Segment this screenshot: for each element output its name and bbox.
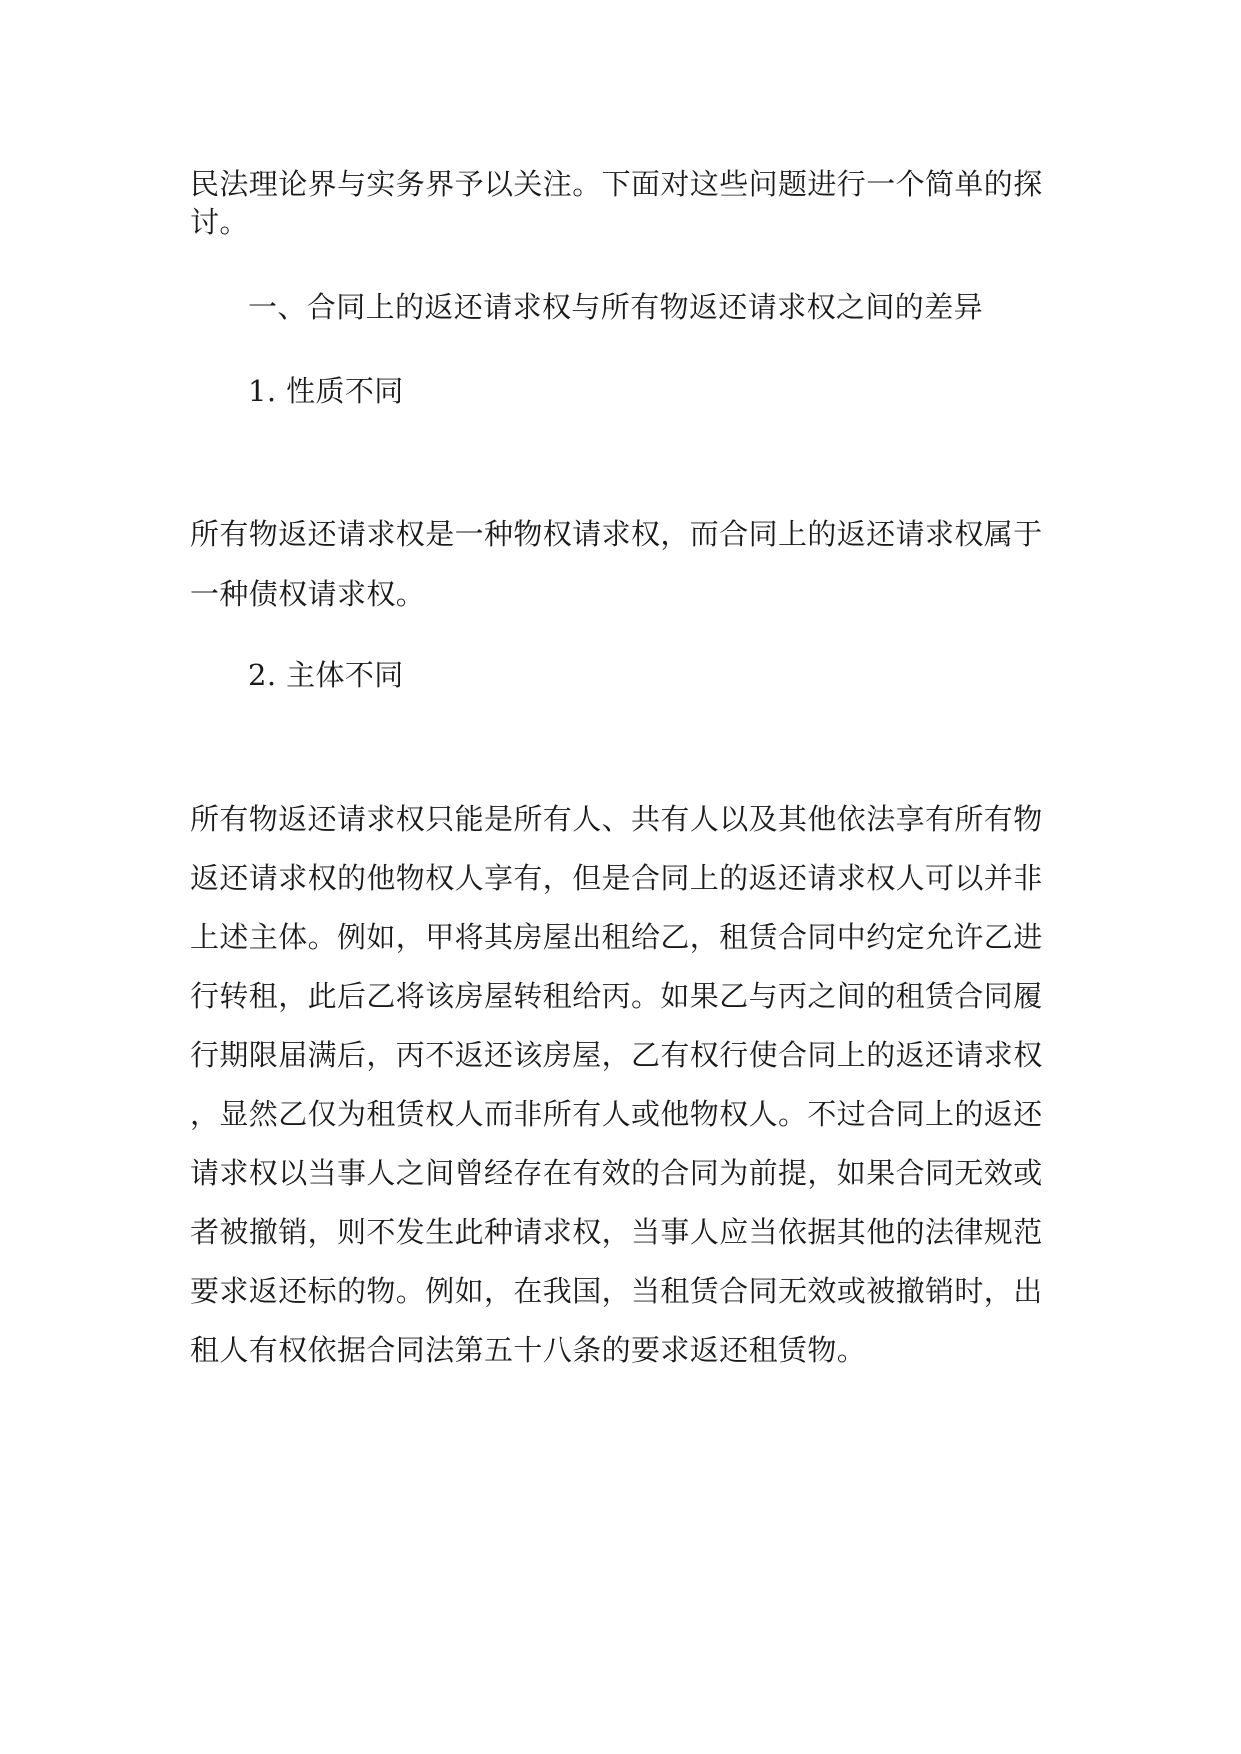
paragraph-line: 所有物返还请求权是一种物权请求权，而合同上的返还请求权属于 <box>190 517 1043 551</box>
section-heading: 一、合同上的返还请求权与所有物返还请求权之间的差异 <box>248 290 984 324</box>
paragraph-line: 民法理论界与实务界予以关注。下面对这些问题进行一个简单的探 <box>190 167 1043 201</box>
paragraph-line: 要求返还标的物。例如，在我国，当租赁合同无效或被撤销时，出 <box>190 1274 1043 1308</box>
paragraph-line: 行期限届满后，丙不返还该房屋，乙有权行使合同上的返还请求权 <box>190 1038 1043 1072</box>
paragraph-line: 上述主体。例如，甲将其房屋出租给乙，租赁合同中约定允许乙进 <box>190 920 1043 954</box>
paragraph-line: 一种债权请求权。 <box>190 577 426 611</box>
paragraph-line: 请求权以当事人之间曾经存在有效的合同为前提，如果合同无效或 <box>190 1156 1043 1190</box>
subsection-heading: 1. 性质不同 <box>248 374 404 408</box>
paragraph-line: 租人有权依据合同法第五十八条的要求返还租赁物。 <box>190 1333 867 1367</box>
paragraph-line: 讨。 <box>190 205 249 239</box>
paragraph-line: 者被撤销，则不发生此种请求权，当事人应当依据其他的法律规范 <box>190 1215 1043 1249</box>
paragraph-line: 所有物返还请求权只能是所有人、共有人以及其他依法享有所有物 <box>190 802 1043 836</box>
subsection-heading: 2. 主体不同 <box>248 658 404 692</box>
paragraph-line: 返还请求权的他物权人享有，但是合同上的返还请求权人可以并非 <box>190 861 1043 895</box>
paragraph-line: ，显然乙仅为租赁权人而非所有人或他物权人。不过合同上的返还 <box>190 1097 1043 1131</box>
paragraph-line: 行转租，此后乙将该房屋转租给丙。如果乙与丙之间的租赁合同履 <box>190 979 1043 1013</box>
